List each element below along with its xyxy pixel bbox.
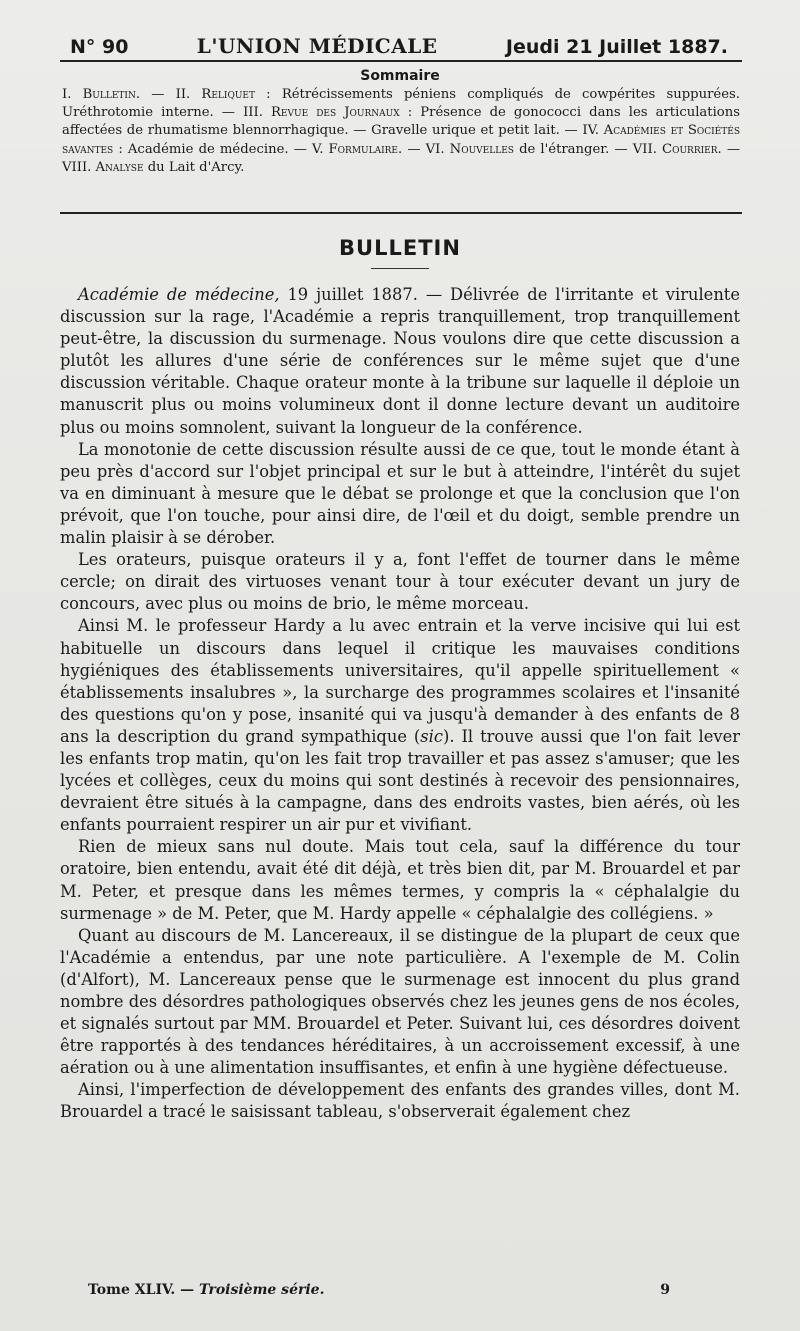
paragraph-1-lead: Académie de médecine, [78, 285, 280, 304]
paragraph-4-sic: sic [420, 726, 443, 746]
sommaire-item-8-text: du Lait d'Arcy. [147, 159, 245, 175]
sommaire-title: Sommaire [360, 68, 440, 84]
sommaire-item-2-text: Rétrécissements péniens compliqués de cowpérites suppurées. Uréthrotomie interne. [62, 87, 740, 121]
paragraph-1 [60, 284, 740, 439]
issue-date: Jeudi 21 Juillet 1887. [505, 36, 728, 58]
sommaire-item-8-label: VIII. Analyse [62, 159, 144, 175]
sommaire-item-4-label: IV. Académies et Sociétés savantes : [62, 123, 740, 157]
sommaire-item-2-label: II. Reliquet : [175, 87, 271, 102]
article-body [60, 284, 740, 1124]
paragraph-4 [60, 615, 740, 836]
journal-title: L'UNION MÉDICALE [196, 34, 438, 58]
volume-info [88, 1282, 324, 1298]
sommaire-item-3-text: Présence de gonococci dans les articulations affectées de rhumatisme blennorrhagique. — Gravelle urique et petit lait. [62, 105, 740, 139]
sommaire-item-6-text: de l'étranger. [519, 141, 610, 157]
bulletin-underline [371, 268, 429, 269]
paragraph-4-text-b: ). Il trouve aussi que l'on fait lever les enfants trop matin, qu'on les fait trop travailler et pas assez s'amuser; que les lycées et collèges, ceux du moins qui sont destinés à recevoir des pensionnaires, devraient être situés à la campagne, dans des endroits vastes, bien aérés, où les enfants pourraient respirer un air pur et vivifiant. [60, 726, 741, 835]
sommaire-item-3-label: III. Revue des Journaux : [243, 105, 413, 121]
paragraph-3: Les orateurs, puisque orateurs il y a, font l'effet de tourner dans le même cercle; on dirait des virtuoses venant tour à tour exécuter devant un jury de concours, avec plus ou moins de brio, le même morceau. [60, 550, 740, 614]
sommaire-item-7: VII. Courrier. [632, 141, 722, 157]
paragraph-7: Ainsi, l'imperfection de développement des enfants des grandes villes, dont M. Brouardel a tracé le saisissant tableau, s'observerait également chez [60, 1080, 740, 1122]
bulletin-heading: BULLETIN [339, 236, 461, 260]
issue-number: N° 90 [70, 36, 129, 58]
page-number: 9 [660, 1282, 670, 1298]
paragraph-6: Quant au discours de M. Lancereaux, il se distingue de la plupart de ceux que l'Académie a entendus, par une note particulière. A l'exemple de M. Colin (d'Alfort), M. Lancereaux pense que le surmenage est innocent du plus grand nombre des désordres pathologiques observés chez les jeunes gens de nos écoles, et signalés surtout par MM. Brouardel et Peter. Suivant lui, ces désordres doivent être rapportés à des tendances héréditaires, à un accroissement excessif, à une aération ou à une alimentation insuffisantes, et enfin à une hygiène défectueuse. [60, 925, 740, 1078]
sommaire-item-4-text: Académie de médecine. [127, 141, 289, 157]
sommaire-rule [60, 212, 742, 214]
header-rule [60, 60, 742, 62]
tome-label: Tome XLIV. — [88, 1282, 200, 1298]
page-header [70, 22, 728, 58]
sommaire-item-1: I. Bulletin. [62, 87, 141, 102]
paragraph-1-text: 19 juillet 1887. — Délivrée de l'irritante et virulente discussion sur la rage, l'Académie a repris tranquillement, trop tranquillement peut-être, la discussion du surmenage. Nous voulons dire que cette discussion a plutôt les allures d'une série de conférences sur le même sujet que d'une discussion véritable. Chaque orateur monte à la tribune sur laquelle il déploie un manuscrit plus ou moins volumineux dont il donne lecture devant un auditoire plus ou moins somnolent, suivant la longueur de la conférence. [60, 285, 740, 437]
page-footer [88, 1282, 670, 1298]
paragraph-4-text-a: Ainsi M. le professeur Hardy a lu avec entrain et la verve incisive qui lui est habituelle un discours dans lequel il critique les mauvaises conditions hygiéniques des établissements universitaires, qu'il appelle spirituellement « établissements insalubres », la surcharge des programmes scolaires et l'insanité des questions qu'on y pose, insanité qui va jusqu'à demander à des enfants de 8 ans la description du grand sympathique ( [60, 616, 740, 746]
sommaire-item-5: V. Formulaire. [312, 141, 403, 157]
serie-label: Troisième série. [199, 1282, 325, 1298]
sommaire-item-6-label: VI. Nouvelles [425, 141, 514, 157]
paragraph-5: Rien de mieux sans nul doute. Mais tout cela, sauf la différence du tour oratoire, bien entendu, avait été dit déjà, et très bien dit, par M. Brouardel et par M. Peter, et presque dans les mêmes termes, y compris la « céphalalgie du surmenage » de M. Peter, que M. Hardy appelle « céphalalgie des collégiens. » [60, 837, 740, 923]
paragraph-2: La monotonie de cette discussion résulte aussi de ce que, tout le monde étant à peu près d'accord sur l'objet principal et sur le but à atteindre, l'intérêt du sujet va en diminuant à mesure que le débat se prolonge et que la conclusion que l'on prévoit, que l'on touche, pour ainsi dire, de l'œil et du doigt, semble prendre un malin plaisir à se dérober. [60, 439, 740, 548]
sommaire-block: I. Bulletin. — II. Reliquet : Rétrécissements péniens compliqués de cowpérites suppurées. Uréthrotomie interne. — III. Revue des Journaux : Présence de gonococci dans les articulations affectées de rhumatisme blennorrhagique. — Gravelle urique et petit lait. — IV. Académies et Sociétés savantes : Académie de médecine. — V. Formulaire. — VI. Nouvelles de l'étranger. — VII. Courrier. — VIII. Analyse du Lait d'Arcy. [62, 87, 741, 175]
